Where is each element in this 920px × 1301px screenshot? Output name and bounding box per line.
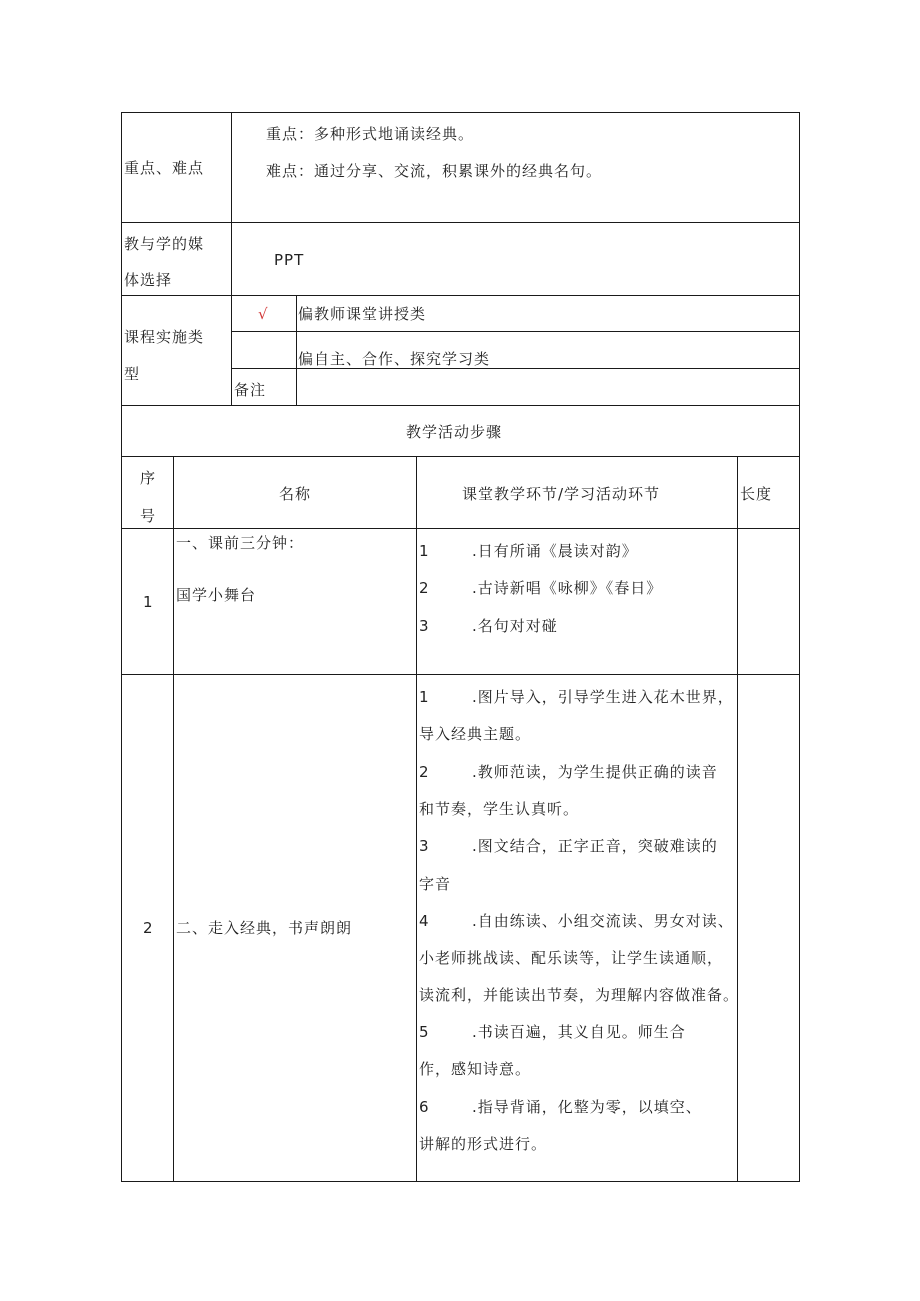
item-text: .日有所诵《晨读对韵》: [472, 542, 638, 560]
item-text: .名句对对碰: [472, 617, 558, 635]
row-name-line1: 二、走入经典，书声朗朗: [176, 919, 353, 937]
media-label-line2: 体选择: [124, 271, 173, 289]
row-seq: 1: [143, 593, 154, 611]
item-text: .自由练读、小组交流读、男女对读、: [472, 912, 734, 930]
item-text: 字音: [419, 875, 452, 893]
item-text: 读流利，并能读出节奏，为理解内容做准备。: [419, 986, 740, 1004]
header-name: 名称: [279, 485, 312, 503]
header-activity: 课堂教学环节/学习活动环节: [462, 485, 661, 503]
item-number: 1: [419, 688, 430, 706]
item-text: 讲解的形式进行。: [419, 1135, 548, 1153]
item-text: .教师范读，为学生提供正确的读音: [472, 763, 718, 781]
item-text: .图文结合，正字正音，突破难读的: [472, 837, 718, 855]
item-text: .指导背诵，化整为零，以填空、: [472, 1098, 702, 1116]
item-number: 2: [419, 579, 430, 597]
item-text: 导入经典主题。: [419, 725, 532, 743]
focus-label: 重点、难点: [124, 159, 205, 177]
remark-label: 备注: [234, 381, 267, 399]
item-number: 2: [419, 763, 430, 781]
item-text: 小老师挑战读、配乐读等，让学生读通顺，: [419, 949, 724, 967]
header-seq-line2: 号: [140, 507, 157, 525]
course-type-option-teacher: 偏教师课堂讲授类: [298, 305, 427, 323]
difficulty-text: 难点：通过分享、交流，积累课外的经典名句。: [266, 162, 603, 180]
item-text: .书读百遍，其义自见。师生合: [472, 1023, 686, 1041]
row-name-line2: 国学小舞台: [176, 586, 257, 604]
item-number: 3: [419, 837, 430, 855]
course-type-option-self-study: 偏自主、合作、探究学习类: [298, 350, 491, 368]
item-number: 4: [419, 912, 430, 930]
item-number: 1: [419, 542, 430, 560]
item-text: .图片导入，引导学生进入花木世界，: [472, 688, 734, 706]
item-text: .古诗新唱《咏柳》《春日》: [472, 579, 663, 597]
header-seq-line1: 序: [140, 469, 157, 487]
row-name-line1: 一、课前三分钟：: [176, 534, 305, 552]
check-mark-icon: √: [258, 305, 269, 323]
item-number: 5: [419, 1023, 430, 1041]
header-duration: 长度: [740, 485, 773, 503]
item-text: 作，感知诗意。: [419, 1060, 532, 1078]
course-type-label-line2: 型: [124, 365, 141, 383]
item-number: 6: [419, 1098, 430, 1116]
steps-title: 教学活动步骤: [406, 423, 503, 441]
item-number: 3: [419, 617, 430, 635]
media-label-line1: 教与学的媒: [124, 235, 205, 253]
course-type-label-line1: 课程实施类: [124, 328, 205, 346]
media-value: PPT: [274, 251, 305, 269]
key-point-text: 重点：多种形式地诵读经典。: [266, 125, 475, 143]
row-seq: 2: [143, 919, 154, 937]
item-text: 和节奏，学生认真听。: [419, 800, 580, 818]
